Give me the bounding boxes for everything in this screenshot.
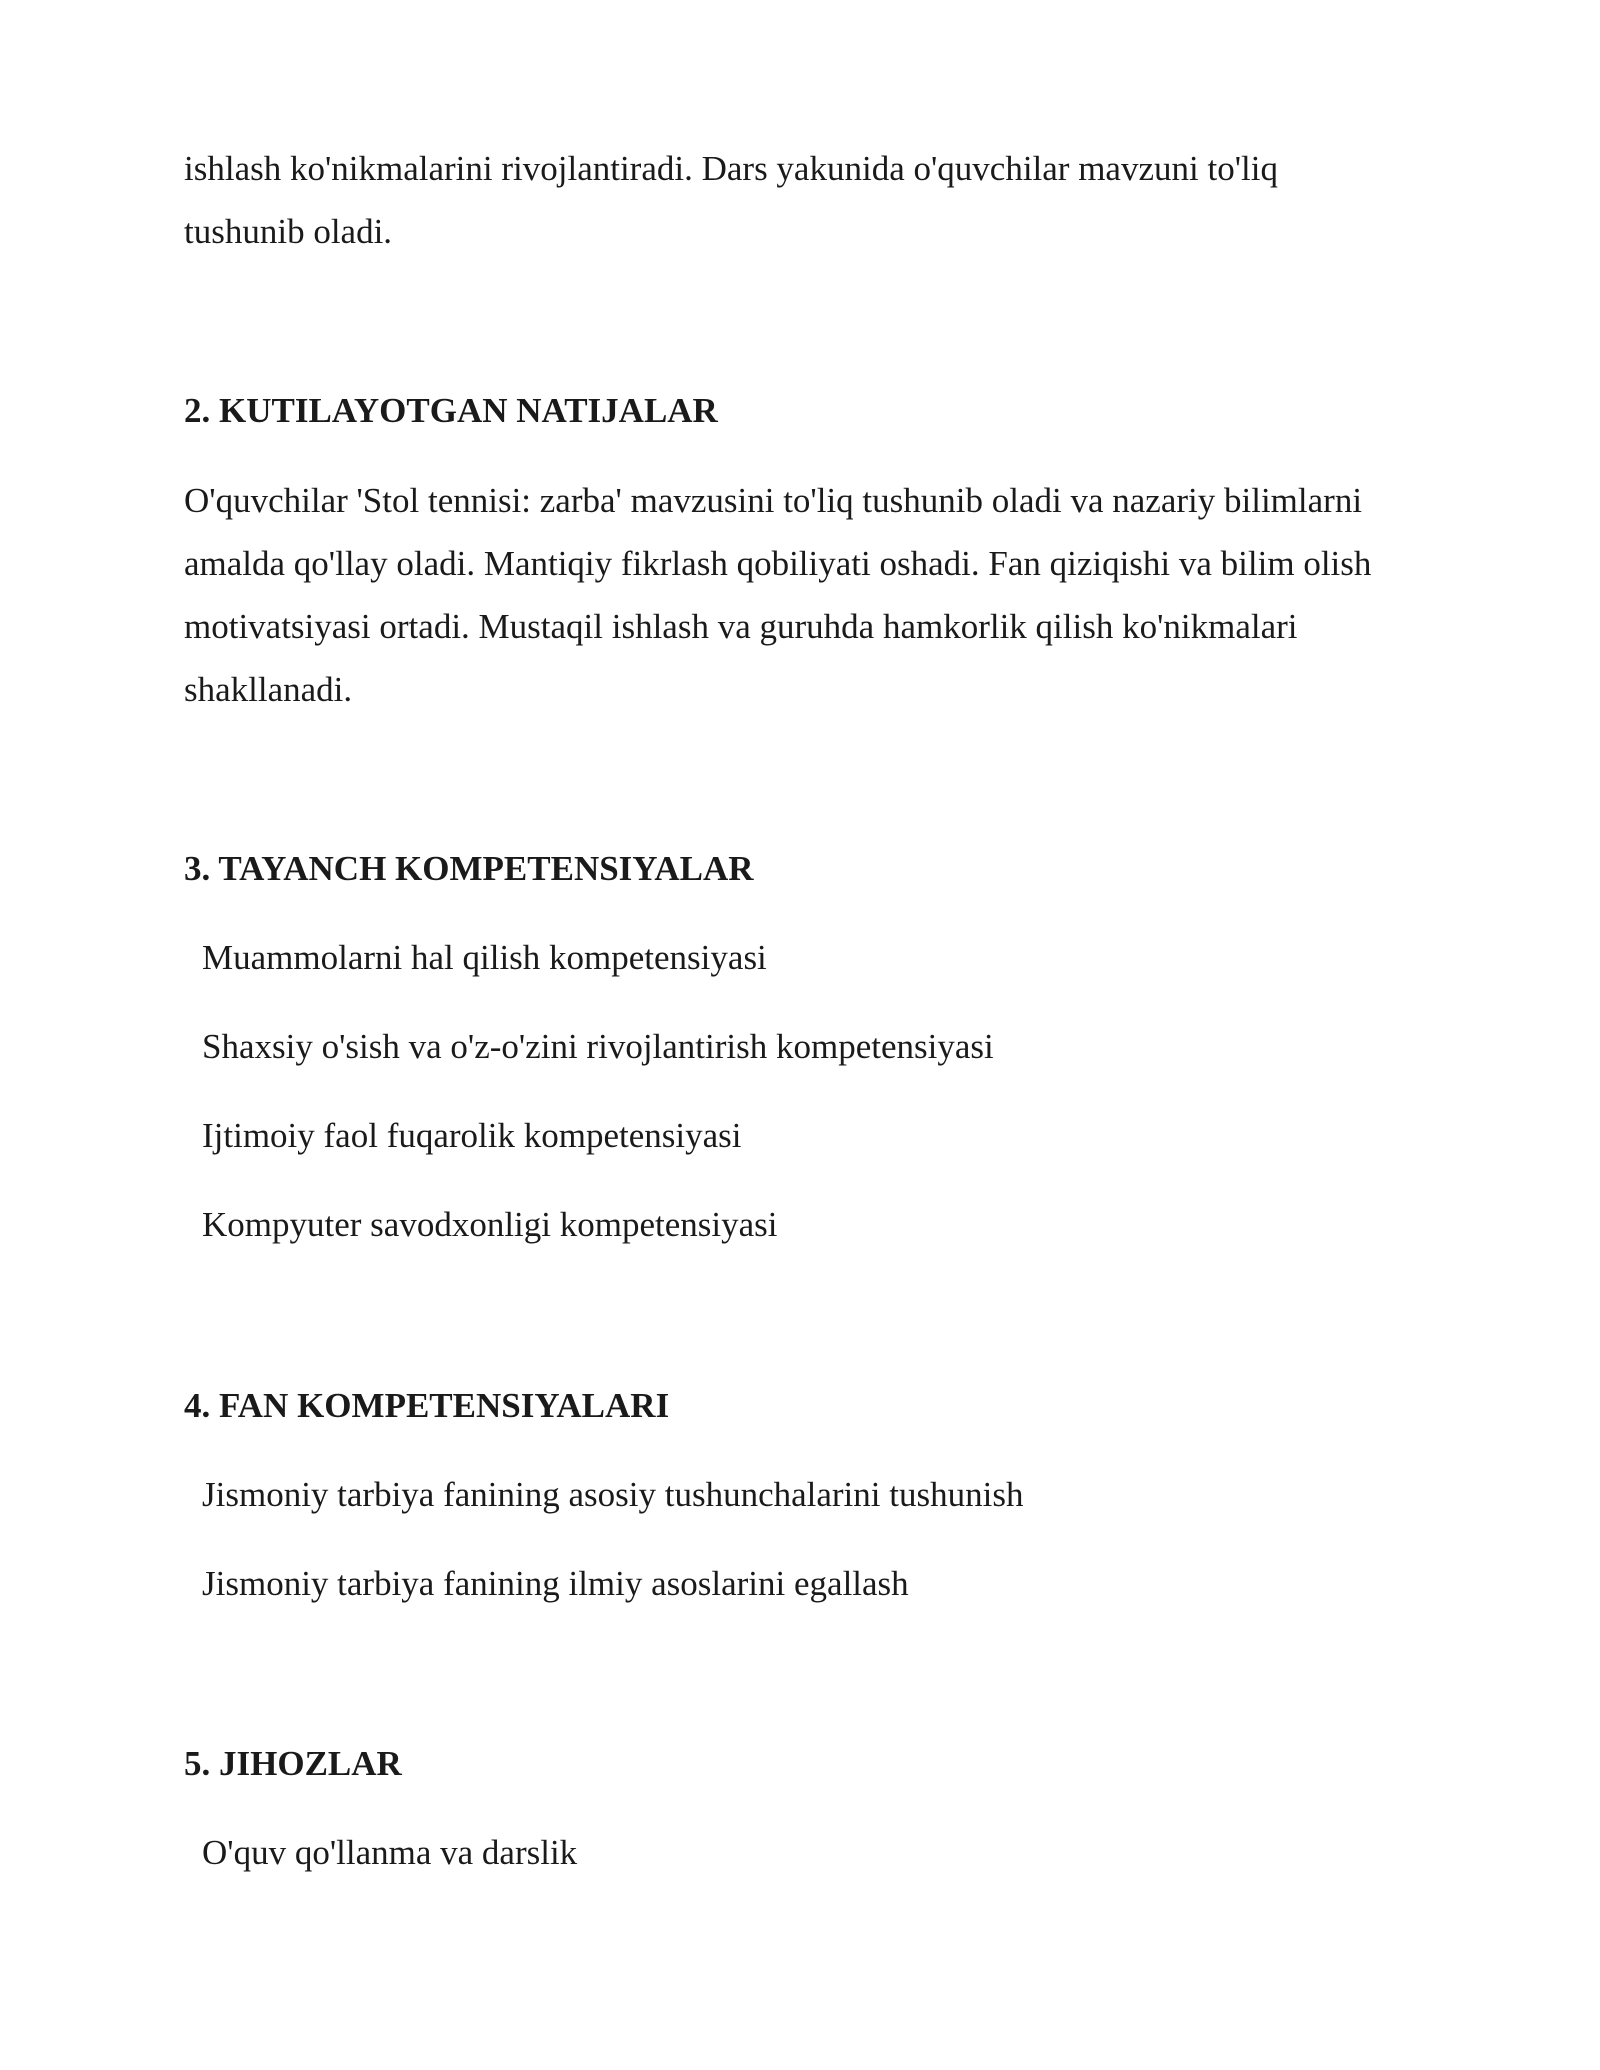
list-item: Jismoniy tarbiya fanining asosiy tushunchalarini tushunish [202,1475,1024,1514]
intro-paragraph: ishlash ko'nikmalarini rivojlantiradi. Dars yakunida o'quvchilar mavzuni to'liq tushunib oladi. [184,149,1278,251]
section-2-body: O'quvchilar 'Stol tennisi: zarba' mavzusini to'liq tushunib oladi va nazariy bilimlarni amalda qo'llay oladi. Mantiqiy fikrlash qobiliyati oshadi. Fan qiziqishi va bilim olish motivatsiyasi ortadi. Mustaqil ishlash va guruhda hamkorlik qilish ko'nikmalari shakllanadi. [184,481,1372,709]
list-item: Kompyuter savodxonligi kompetensiyasi [202,1205,778,1244]
section-5-heading: 5. JIHOZLAR [184,1744,402,1783]
section-2-heading: 2. KUTILAYOTGAN NATIJALAR [184,391,718,430]
list-item: Shaxsiy o'sish va o'z-o'zini rivojlantirish kompetensiyasi [202,1027,994,1066]
section-4-heading: 4. FAN KOMPETENSIYALARI [184,1386,670,1425]
list-item: Muammolarni hal qilish kompetensiyasi [202,938,767,977]
section-3-heading: 3. TAYANCH KOMPETENSIYALAR [184,849,754,888]
list-item: Ijtimoiy faol fuqarolik kompetensiyasi [202,1116,742,1155]
list-item: Jismoniy tarbiya fanining ilmiy asoslarini egallash [202,1564,909,1603]
list-item: O'quv qo'llanma va darslik [202,1833,578,1872]
